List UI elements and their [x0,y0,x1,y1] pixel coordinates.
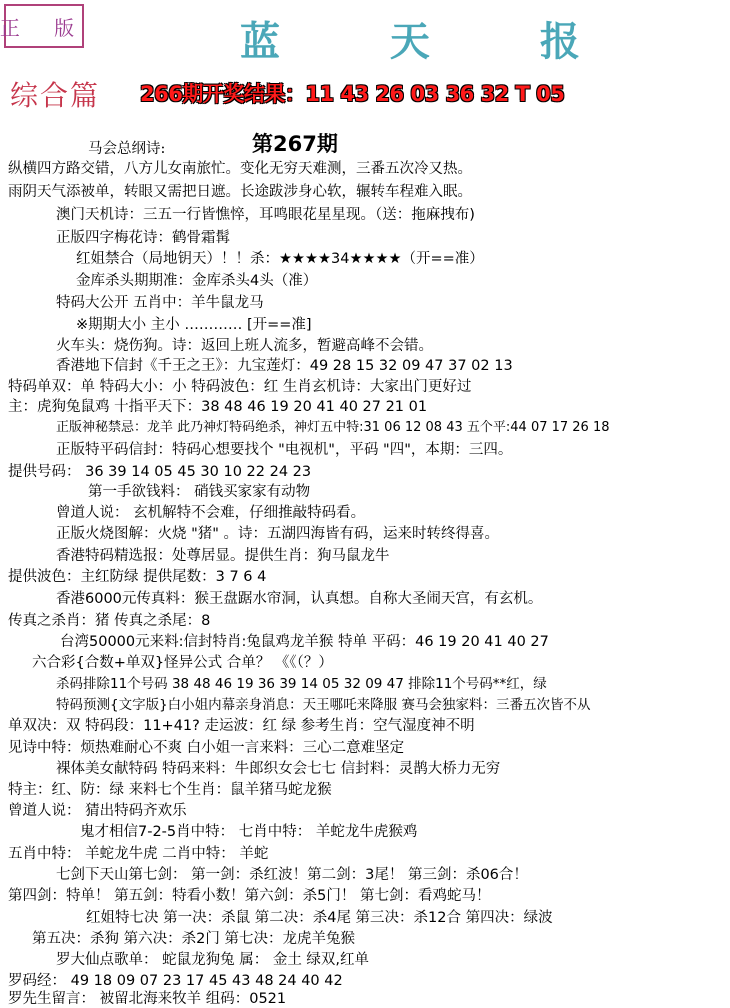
text-line: 杀码排除11个号码 38 48 46 19 36 39 14 05 32 09 47 排除11个号码**红，绿 [56,676,547,692]
text-line: 马会总纲诗: [88,141,166,157]
text-line: 六合彩{合数+单双}怪异公式 合单？ 《《（？） [32,655,333,671]
text-line: 特码预测{文字版}白小姐内幕亲身消息：天王哪吒来降服 赛马会独家料：三番五次皆不从 [56,697,591,713]
text-line: 五肖中特： 羊蛇龙牛虎 二肖中特： 羊蛇 [8,846,269,862]
text-line: 七剑下天山第七剑： 第一剑：杀红波！第二剑：3尾！ 第三剑：杀06合！ [56,867,528,883]
text-line: 红姐特七决 第一决：杀鼠 第二决：杀4尾 第三决：杀12合 第四决：绿波 [86,910,553,926]
text-line: 纵横四方路交错，八方儿女南旅忙。变化无穷天难测，三番五次冷又热。 [8,161,472,177]
text-line: 见诗中特：烦热难耐心不爽 白小姐一言来料：三心二意难坚定 [8,740,405,756]
text-line: 罗先生留言： 被留北海来牧羊 组码：0521 [8,991,287,1007]
text-line: 曾道人说： 玄机解特不会难，仔细推敲特码看。 [56,505,366,521]
text-line: 传真之杀肖：猪 传真之杀尾：8 [8,613,211,629]
draw-result-banner: 266期开奖结果：11 43 26 03 36 32 T 05 [140,82,565,106]
text-line: 正版特平码信封：特码心想要找个 "电视机"，平码 "四"，本期：三四。 [56,442,513,458]
text-line: 金库杀头期期准：金库杀头4头（准） [76,273,318,289]
text-line: 第五决：杀狗 第六决：杀2门 第七决：龙虎羊兔猴 [32,931,355,947]
text-line: 正版火烧图解：火烧 "猪" 。诗：五湖四海皆有码，运来时转终得喜。 [56,526,500,542]
text-line: 台湾50000元来料:信封特肖:兔鼠鸡龙羊猴 特单 平码：46 19 20 41 40 27 [60,634,549,650]
text-line: 提供波色：主红防绿 提供尾数：3 7 6 4 [8,569,267,585]
text-line: 曾道人说： 猜出特码齐欢乐 [8,803,187,819]
text-line: 主：虎狗兔鼠鸡 十指平天下：38 48 46 19 20 41 40 27 21 01 [8,399,428,415]
issue-number: 第267期 [252,132,338,156]
text-line: 特码大公开 五肖中：羊牛鼠龙马 [56,295,264,311]
text-line: 香港6000元传真料：猴王盘踞水帘洞，认真想。自称大圣闹天宫，有玄机。 [56,591,543,607]
text-line: 澳门天机诗：三五一行皆憔悴，耳鸣眼花星星现。（送：拖麻拽布) [56,207,475,223]
text-line: 火车头：烧伤狗。诗：返回上班人流多，暂避高峰不会错。 [56,338,433,354]
text-line: ※期期大小 主小 ………… [开==准] [76,317,312,333]
text-line: 罗大仙点歌单： 蛇鼠龙狗兔 属： 金土 绿双,红单 [56,952,370,968]
text-line: 雨阴天气添被单，转眼又需把日遮。长途跋涉身心软，辗转车程难入眠。 [8,184,472,200]
genuine-stamp: 正 版 [4,4,84,48]
text-line: 裸体美女献特码 特码来料：牛郎织女会七七 信封料：灵鹊大桥力无穷 [56,761,501,777]
text-line: 第四剑：特单！ 第五剑：特看小数！第六剑：杀5门！ 第七剑：看鸡蛇马！ [8,888,491,904]
masthead-title: 蓝 天 报 [240,18,628,65]
text-line: 特码单双：单 特码大小：小 特码波色：红 生肖玄机诗：大家出门更好过 [8,379,472,395]
text-line: 第一手欲钱料： 硝钱买家家有动物 [88,484,311,500]
text-line: 特主：红、防：绿 来料七个生肖：鼠羊猪马蛇龙猴 [8,782,332,798]
text-line: 单双决：双 特码段：11+41? 走运波：红 绿 参考生肖：空气湿度神不明 [8,718,475,734]
text-line: 提供号码： 36 39 14 05 45 30 10 22 24 23 [8,464,312,480]
text-line: 罗码经： 49 18 09 07 23 17 45 43 48 24 40 42 [8,973,343,989]
text-line: 正版四字梅花诗：鹤骨霜髯 [56,230,230,246]
text-line: 正版神秘禁忌：龙羊 此乃神灯特码绝杀，神灯五中特:31 06 12 08 43 五个平:44 07 17 26 18 [56,420,610,435]
text-line: 红姐禁合（局地钥天）！！杀：★★★★34★★★★（开==准） [76,251,484,267]
text-line: 鬼才相信7-2-5肖中特： 七肖中特： 羊蛇龙牛虎猴鸡 [80,824,418,840]
section-title: 综合篇 [10,79,101,112]
text-line: 香港地下信封《千王之王》：九宝莲灯：49 28 15 32 09 47 37 02 13 [56,358,513,374]
text-line: 香港特码精选报：处尊居显。提供生肖：狗马鼠龙牛 [56,548,390,564]
